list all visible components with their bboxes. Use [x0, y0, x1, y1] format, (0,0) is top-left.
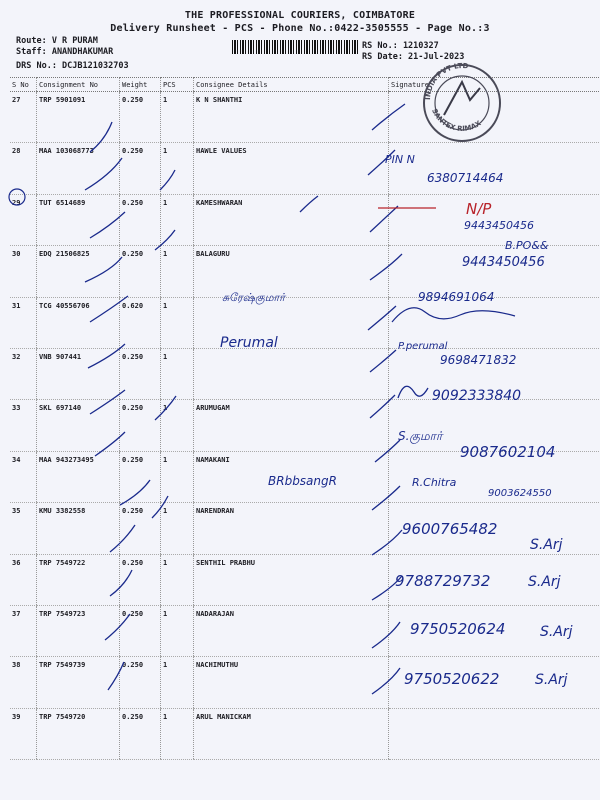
row-signature-cell [389, 348, 600, 399]
row-weight: 0.250 [120, 400, 161, 451]
row-signature-cell [389, 400, 600, 451]
col-sno: S No [10, 78, 37, 92]
row-pcs: 1 [161, 400, 194, 451]
row-consignee: HAWLE VALUES [194, 143, 389, 194]
row-signature-cell [389, 143, 600, 194]
table-row [10, 143, 600, 194]
table-row [10, 657, 600, 708]
hw-row36-sig: S.Arj [530, 537, 563, 553]
row-pcs: 1 [161, 605, 194, 656]
row-pcs: 1 [161, 348, 194, 399]
hw-row32-phone: 9698471832 [440, 353, 517, 367]
row-consignee: ARUL MANICKAM [194, 708, 389, 759]
table-row [10, 194, 600, 245]
hw-row29-red: N/P [466, 200, 492, 218]
staff-label: Staff: ANANDHAKUMAR [16, 47, 114, 57]
row-consignee: BALAGURU [194, 246, 389, 297]
row-sno: 38 [10, 657, 37, 708]
table-row [10, 246, 600, 297]
row-pcs: 1 [161, 246, 194, 297]
row-pcs: 1 [161, 143, 194, 194]
row-weight: 0.250 [120, 143, 161, 194]
row-signature-cell [389, 194, 600, 245]
route-label: Route: V R PURAM [16, 36, 98, 46]
hw-row32-sig: P.perumal [398, 341, 448, 352]
col-consignee: Consignee Details [194, 78, 389, 92]
col-pcs: PCS [161, 78, 194, 92]
row-sno: 35 [10, 503, 37, 554]
col-weight: Weight [120, 78, 161, 92]
barcode [232, 40, 358, 54]
runsheet-table [10, 77, 600, 760]
row-consignment-no: TRP 7549739 [37, 657, 120, 708]
col-signature: Signature [389, 78, 600, 92]
hw-row31-tamil: சுரேஷ்குமார் [222, 291, 286, 304]
row-consignee: NACHIMUTHU [194, 657, 389, 708]
row-signature-cell [389, 246, 600, 297]
table-row [10, 348, 600, 399]
hw-row34-sig: S.குமார் [398, 429, 443, 443]
table-row [10, 92, 600, 143]
row-consignment-no: TRP 7549722 [37, 554, 120, 605]
row-consignment-no: EDQ 21506825 [37, 246, 120, 297]
hw-row30-sig: B.PO&& [505, 239, 549, 252]
company-title: THE PROFESSIONAL COURIERS, COIMBATORE [184, 10, 416, 21]
row-pcs: 1 [161, 503, 194, 554]
row-consignee: ARUMUGAM [194, 400, 389, 451]
row-consignee [194, 348, 389, 399]
row-sno: 32 [10, 348, 37, 399]
hw-row28-phone: 6380714464 [427, 171, 504, 185]
row-weight: 0.620 [120, 297, 161, 348]
row-consignee [194, 297, 389, 348]
row-sno: 33 [10, 400, 37, 451]
hw-row28-name: PIN N [385, 153, 415, 166]
row-weight: 0.250 [120, 451, 161, 502]
hw-row29-phone: 9443450456 [464, 219, 534, 232]
row-consignee: KAMESHWARAN [194, 194, 389, 245]
table-row [10, 503, 600, 554]
row-signature-cell [389, 554, 600, 605]
hw-row38-phone: 9750520624 [410, 620, 506, 638]
col-consignment: Consignment No [37, 78, 120, 92]
row-consignee: NADARAJAN [194, 605, 389, 656]
rs-date: RS Date: 21-Jul-2023 [362, 52, 465, 62]
table-header-row [10, 78, 600, 92]
row-consignment-no: MAA 943273495 [37, 451, 120, 502]
row-pcs: 1 [161, 297, 194, 348]
row-sno: 27 [10, 92, 37, 143]
hw-row30-phone: 9443450456 [462, 255, 545, 270]
row-consignee: K N SHANTHI [194, 92, 389, 143]
hw-row37-phone: 9788729732 [395, 572, 491, 590]
row-consignment-no: VNB 907441 [37, 348, 120, 399]
row-weight: 0.250 [120, 246, 161, 297]
row-pcs: 1 [161, 194, 194, 245]
hw-row39-phone: 9750520622 [404, 670, 500, 688]
row-signature-cell [389, 503, 600, 554]
row-sno: 39 [10, 708, 37, 759]
stamp-bottom-text: SANTEX RIMAX [430, 107, 483, 133]
row-consignment-no: KMU 3382558 [37, 503, 120, 554]
hw-row34-phone: 9087602104 [460, 443, 556, 461]
row-consignee: NAMAKANI [194, 451, 389, 502]
row-consignment-no: TRP 5901091 [37, 92, 120, 143]
row-sno: 37 [10, 605, 37, 656]
row-pcs: 1 [161, 92, 194, 143]
row-sno: 34 [10, 451, 37, 502]
row-consignment-no: TRP 7549723 [37, 605, 120, 656]
row-weight: 0.250 [120, 503, 161, 554]
row-weight: 0.250 [120, 348, 161, 399]
row-consignment-no: TRP 7549720 [37, 708, 120, 759]
row-consignment-no: TUT 6514689 [37, 194, 120, 245]
hw-row38-sig: S.Arj [540, 624, 573, 640]
hw-row37-sig: S.Arj [528, 574, 561, 590]
row-sno: 29 [10, 194, 37, 245]
table-row [10, 554, 600, 605]
table-row [10, 297, 600, 348]
stamp-top-text: INDIA PVT LTD [423, 61, 469, 101]
row-weight: 0.250 [120, 605, 161, 656]
table-row [10, 451, 600, 502]
row-signature-cell [389, 605, 600, 656]
hw-row35-phone: 9003624550 [488, 488, 552, 499]
hw-row35-name: BRbbsangR [268, 474, 337, 488]
drs-number: DRS No.: DCJB121032703 [16, 61, 129, 71]
hw-row39-sig: S.Arj [535, 672, 568, 688]
row-signature-cell [389, 657, 600, 708]
row-weight: 0.250 [120, 657, 161, 708]
hw-row36-phone: 9600765482 [402, 520, 498, 538]
row-weight: 0.250 [120, 194, 161, 245]
row-consignment-no: TCG 40556706 [37, 297, 120, 348]
rs-number: RS No.: 1210327 [362, 41, 439, 51]
table-row [10, 605, 600, 656]
hw-row32-name: Perumal [220, 335, 278, 351]
table-row [10, 400, 600, 451]
row-weight: 0.250 [120, 92, 161, 143]
row-weight: 0.250 [120, 554, 161, 605]
row-consignment-no: SKL 697140 [37, 400, 120, 451]
hw-row31-phone: 9894691064 [418, 290, 495, 304]
hw-row35-sig: R.Chitra [412, 476, 457, 489]
row-sno: 36 [10, 554, 37, 605]
row-consignee: SENTHIL PRABHU [194, 554, 389, 605]
row-sno: 31 [10, 297, 37, 348]
row-signature-cell [389, 92, 600, 143]
row-weight: 0.250 [120, 708, 161, 759]
row-consignee: NARENDRAN [194, 503, 389, 554]
row-consignment-no: MAA 103068773 [37, 143, 120, 194]
row-pcs: 1 [161, 657, 194, 708]
row-signature-cell [389, 297, 600, 348]
hw-row33-phone: 9092333840 [432, 388, 522, 404]
row-signature-cell [389, 708, 600, 759]
row-pcs: 1 [161, 708, 194, 759]
row-sno: 28 [10, 143, 37, 194]
runsheet-subtitle: Delivery Runsheet - PCS - Phone No.:0422-3505555 - Page No.:3 [110, 23, 490, 34]
row-pcs: 1 [161, 451, 194, 502]
row-pcs: 1 [161, 554, 194, 605]
table-row [10, 708, 600, 759]
row-signature-cell [389, 451, 600, 502]
row-sno: 30 [10, 246, 37, 297]
